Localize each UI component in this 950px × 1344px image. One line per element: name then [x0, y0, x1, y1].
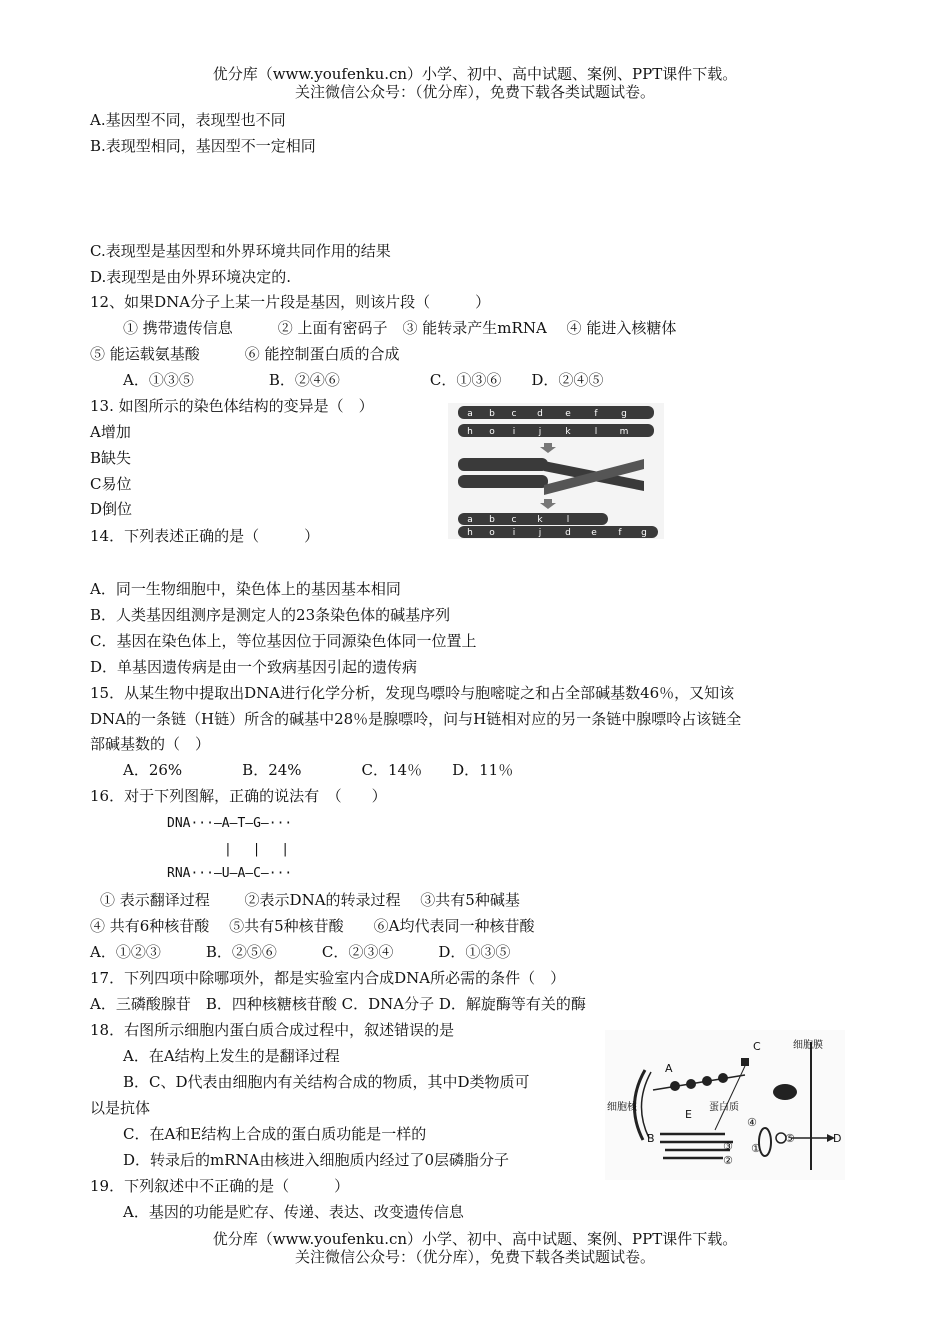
header-line-1: 优分库（www.youfenku.cn）小学、初中、高中试题、案例、PPT课件下载。: [212, 65, 738, 83]
gene-label: o: [489, 427, 495, 437]
q18-option-b-2: 以是抗体: [90, 1099, 151, 1117]
q18-option-d: D．转录后的mRNA由核进入细胞质内经过了0层磷脂分子: [123, 1151, 510, 1169]
gene-label: h: [467, 528, 473, 538]
label-protein: 蛋白质: [709, 1102, 739, 1113]
q15-options: A．26% B．24% C．14％ D．11％: [123, 761, 514, 779]
ribosome-1: [670, 1081, 680, 1091]
mitochondrion: [773, 1084, 797, 1100]
q11-option-b: B.表现型相同，基因型不一定相同: [90, 137, 316, 155]
q16-rna-strand: RNA···—U—A—C—···: [167, 866, 293, 881]
gene-label: e: [591, 528, 597, 538]
gene-label: g: [641, 528, 647, 538]
chromosome-figure: [448, 403, 664, 539]
ribosome-2: [686, 1079, 696, 1089]
q15-line-1: 15．从某生物中提取出DNA进行化学分析，发现鸟嘌呤与胞嘧啶之和占全部碱基数46％，又知该: [90, 684, 735, 702]
gene-label: e: [565, 409, 571, 419]
gene-label: a: [467, 515, 473, 525]
protein-synthesis-svg: [605, 1030, 845, 1180]
gene-label: j: [538, 528, 542, 538]
header-line-2: 关注微信公众号：（优分库），免费下载各类试题试卷。: [294, 83, 655, 101]
q15-line-3: 部碱基数的（ ）: [90, 735, 211, 753]
gene-label: c: [511, 515, 517, 525]
gene-label: g: [621, 409, 627, 419]
q11-option-c: C.表现型是基因型和外界环境共同作用的结果: [90, 242, 391, 260]
q14-option-d: D．单基因遗传病是由一个致病基因引起的遗传病: [90, 658, 418, 676]
gene-label: i: [512, 528, 516, 538]
q16-options: A．①②③ B．②⑤⑥ C．②③④ D．①③⑤: [90, 943, 511, 961]
q11-option-d: D.表现型是由外界环境决定的.: [90, 268, 292, 286]
q17-stem: 17．下列四项中除哪项外，都是实验室内合成DNA所必需的条件（ ）: [90, 969, 566, 987]
q14-stem: 14．下列表述正确的是（ ）: [90, 527, 320, 545]
label-nucleus: 细胞核: [607, 1102, 637, 1113]
label-3: ③: [723, 1140, 733, 1153]
chromosome-result-1: [458, 513, 608, 525]
label-4: ④: [747, 1116, 757, 1129]
q19-stem: 19．下列叙述中不正确的是（ ）: [90, 1177, 350, 1195]
gene-label: i: [512, 427, 516, 437]
q16-stem: 16．对于下列图解，正确的说法有 （ ）: [90, 787, 387, 805]
ribosome-3: [702, 1076, 712, 1086]
q19-option-a: A．基因的功能是贮存、传递、表达、改变遗传信息: [123, 1203, 464, 1221]
label-2: ②: [723, 1154, 733, 1167]
chromosome-cross-left-bottom: [458, 475, 548, 488]
footer-line-2: 关注微信公众号：（优分库），免费下载各类试题试卷。: [294, 1248, 655, 1266]
mrna-strand: [653, 1075, 745, 1090]
gene-label: b: [489, 409, 495, 419]
chromosome-cross-left-top: [458, 458, 548, 471]
gene-label: d: [537, 409, 543, 419]
gene-label: k: [537, 515, 543, 525]
q16-dna-strand: DNA···—A—T—G—···: [167, 816, 293, 831]
q15-line-2: DNA的一条链（H链）所含的碱基中28％是腺嘌呤，问与H链相对应的另一条链中腺嘌呤占该链全: [90, 710, 742, 728]
gene-label: c: [511, 409, 517, 419]
gene-label: b: [489, 515, 495, 525]
q12-items-1: ① 携带遗传信息 ② 上面有密码子 ③ 能转录产生mRNA ④ 能进入核糖体: [123, 319, 677, 337]
gene-label: d: [565, 528, 571, 538]
q18-stem: 18．右图所示细胞内蛋白质合成过程中，叙述错误的是: [90, 1021, 455, 1039]
protein-synthesis-figure: [605, 1030, 845, 1180]
q13-option-d: D倒位: [90, 500, 133, 518]
ribosome-4: [718, 1073, 728, 1083]
q13-stem: 13. 如图所示的染色体结构的变异是（ ）: [90, 397, 374, 415]
label-5: ⑤: [785, 1132, 795, 1145]
nuclear-envelope-inner: [641, 1072, 651, 1138]
label-1: ①: [751, 1142, 761, 1155]
gene-label: l: [594, 427, 598, 437]
chromosome-result-2: [458, 526, 658, 538]
gene-label: k: [565, 427, 571, 437]
label-a: A: [665, 1062, 673, 1075]
label-cell-membrane: 细胞膜: [793, 1040, 823, 1051]
gene-label: f: [618, 528, 622, 538]
gene-label: m: [619, 427, 629, 437]
q12-stem: 12、如果DNA分子上某一片段是基因，则该片段（ ）: [90, 293, 491, 311]
q13-option-c: C易位: [90, 475, 132, 493]
gene-label: h: [467, 427, 473, 437]
gene-label: o: [489, 528, 495, 538]
q14-option-a: A．同一生物细胞中，染色体上的基因基本相同: [90, 580, 401, 598]
gene-label: l: [566, 515, 570, 525]
chromosome-svg: [448, 403, 664, 539]
footer-line-1: 优分库（www.youfenku.cn）小学、初中、高中试题、案例、PPT课件下载。: [212, 1230, 738, 1248]
substance-c: [741, 1058, 749, 1066]
gene-label: f: [594, 409, 598, 419]
label-b: B: [647, 1132, 655, 1145]
q12-options: A．①③⑤ B．②④⑥ C．①③⑥ D．②④⑤: [123, 371, 604, 389]
q12-items-2: ⑤ 能运载氨基酸 ⑥ 能控制蛋白质的合成: [90, 345, 400, 363]
q16-items-1: ① 表示翻译过程 ②表示DNA的转录过程 ③共有5种碱基: [100, 891, 520, 909]
q18-option-a: A．在A结构上发生的是翻译过程: [123, 1047, 340, 1065]
q11-option-a: A.基因型不同，表现型也不同: [90, 111, 286, 129]
label-e: E: [685, 1108, 692, 1121]
q16-items-2: ④ 共有6种核苷酸 ⑤共有5种核苷酸 ⑥A均代表同一种核苷酸: [90, 917, 535, 935]
q13-option-a: A增加: [90, 423, 131, 441]
q17-options: A．三磷酸腺苷 B．四种核糖核苷酸 C．DNA分子 D．解旋酶等有关的酶: [90, 995, 586, 1013]
q18-option-b-1: B．C、D代表由细胞内有关结构合成的物质，其中D类物质可: [123, 1073, 530, 1091]
gene-label: a: [467, 409, 473, 419]
q13-option-b: B缺失: [90, 449, 132, 467]
gene-label: j: [538, 427, 542, 437]
label-d: D: [833, 1132, 842, 1145]
label-c: C: [753, 1040, 761, 1053]
q16-base-pair-bars: | | |: [224, 842, 290, 857]
q18-option-c: C．在A和E结构上合成的蛋白质功能是一样的: [123, 1125, 427, 1143]
q14-option-b: B．人类基因组测序是测定人的23条染色体的碱基序列: [90, 606, 451, 624]
down-arrow-icon: [540, 499, 556, 509]
q14-option-c: C．基因在染色体上，等位基因位于同源染色体同一位置上: [90, 632, 477, 650]
down-arrow-icon: [540, 443, 556, 453]
